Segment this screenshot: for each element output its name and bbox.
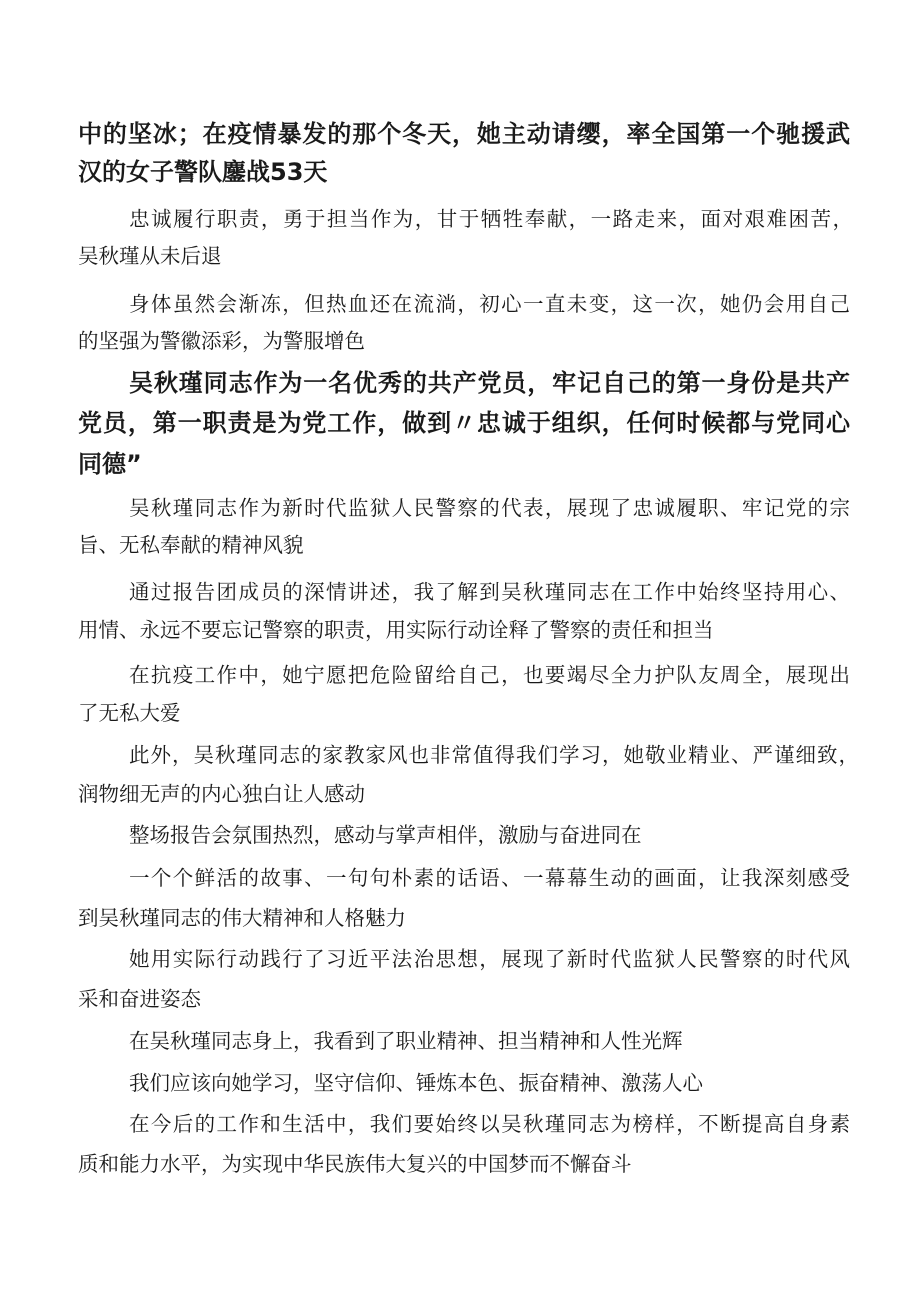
paragraph-line: 同德” <box>78 450 142 478</box>
paragraph-line: 旨、无私奉献的精神风貌 <box>78 533 304 557</box>
paragraph-line: 汉的女子警队鏖战53天 <box>78 158 328 186</box>
paragraph-line: 吴秋瑾同志作为新时代监狱人民警察的代表，展现了忠诚履职、牢记党的宗 <box>129 496 850 520</box>
paragraph-line: 身体虽然会渐冻，但热血还在流淌，初心一直未变，这一次，她仍会用自己 <box>129 292 850 316</box>
paragraph-line: 党员，第一职责是为党工作，做到〃忠诚于组织，任何时候都与党同心 <box>78 409 850 437</box>
paragraph-line: 用情、永远不要忘记警察的职责，用实际行动诠释了警察的责任和担当 <box>78 618 714 642</box>
paragraph-line: 质和能力水平，为实现中华民族伟大复兴的中国梦而不懈奋斗 <box>78 1152 632 1176</box>
paragraph-line: 在今后的工作和生活中，我们要始终以吴秋瑾同志为榜样，不断提高自身素 <box>129 1112 850 1136</box>
paragraph-line: 她用实际行动践行了习近平法治思想，展现了新时代监狱人民警察的时代风 <box>129 947 850 971</box>
paragraph-line: 了无私大爱 <box>78 701 181 725</box>
paragraph-line: 中的坚冰；在疫情暴发的那个冬天，她主动请缨，率全国第一个驰援武 <box>78 120 850 148</box>
paragraph-line: 吴秋瑾从未后退 <box>78 244 222 268</box>
paragraph-line: 此外，吴秋瑾同志的家教家风也非常值得我们学习，她敬业精业、严谨细致， <box>129 743 859 767</box>
paragraph-line: 在抗疫工作中，她宁愿把危险留给自己，也要竭尽全力护队友周全，展现出 <box>129 663 850 687</box>
paragraph-line: 吴秋瑾同志作为一名优秀的共产党员，牢记自己的第一身份是共产 <box>129 369 850 397</box>
paragraph-line: 整场报告会氛围热烈，感动与掌声相伴，激励与奋进同在 <box>129 823 642 847</box>
paragraph-line: 通过报告团成员的深情讲述，我了解到吴秋瑾同志在工作中始终坚持用心、 <box>129 580 850 604</box>
paragraph-line: 采和奋进姿态 <box>78 987 201 1011</box>
paragraph-line: 我们应该向她学习，坚守信仰、锤炼本色、振奋精神、激荡人心 <box>129 1071 703 1095</box>
paragraph-line: 的坚强为警徽添彩，为警服增色 <box>78 329 365 353</box>
paragraph-line: 忠诚履行职责，勇于担当作为，甘于牺牲奉献，一路走来，面对艰难困苦， <box>129 207 853 231</box>
paragraph-line: 在吴秋瑾同志身上，我看到了职业精神、担当精神和人性光辉 <box>129 1029 683 1053</box>
paragraph-line: 到吴秋瑾同志的伟大精神和人格魅力 <box>78 906 406 930</box>
paragraph-line: 润物细无声的内心独白让人感动 <box>78 782 365 806</box>
paragraph-line: 一个个鲜活的故事、一句句朴素的话语、一幕幕生动的画面，让我深刻感受 <box>129 866 850 890</box>
